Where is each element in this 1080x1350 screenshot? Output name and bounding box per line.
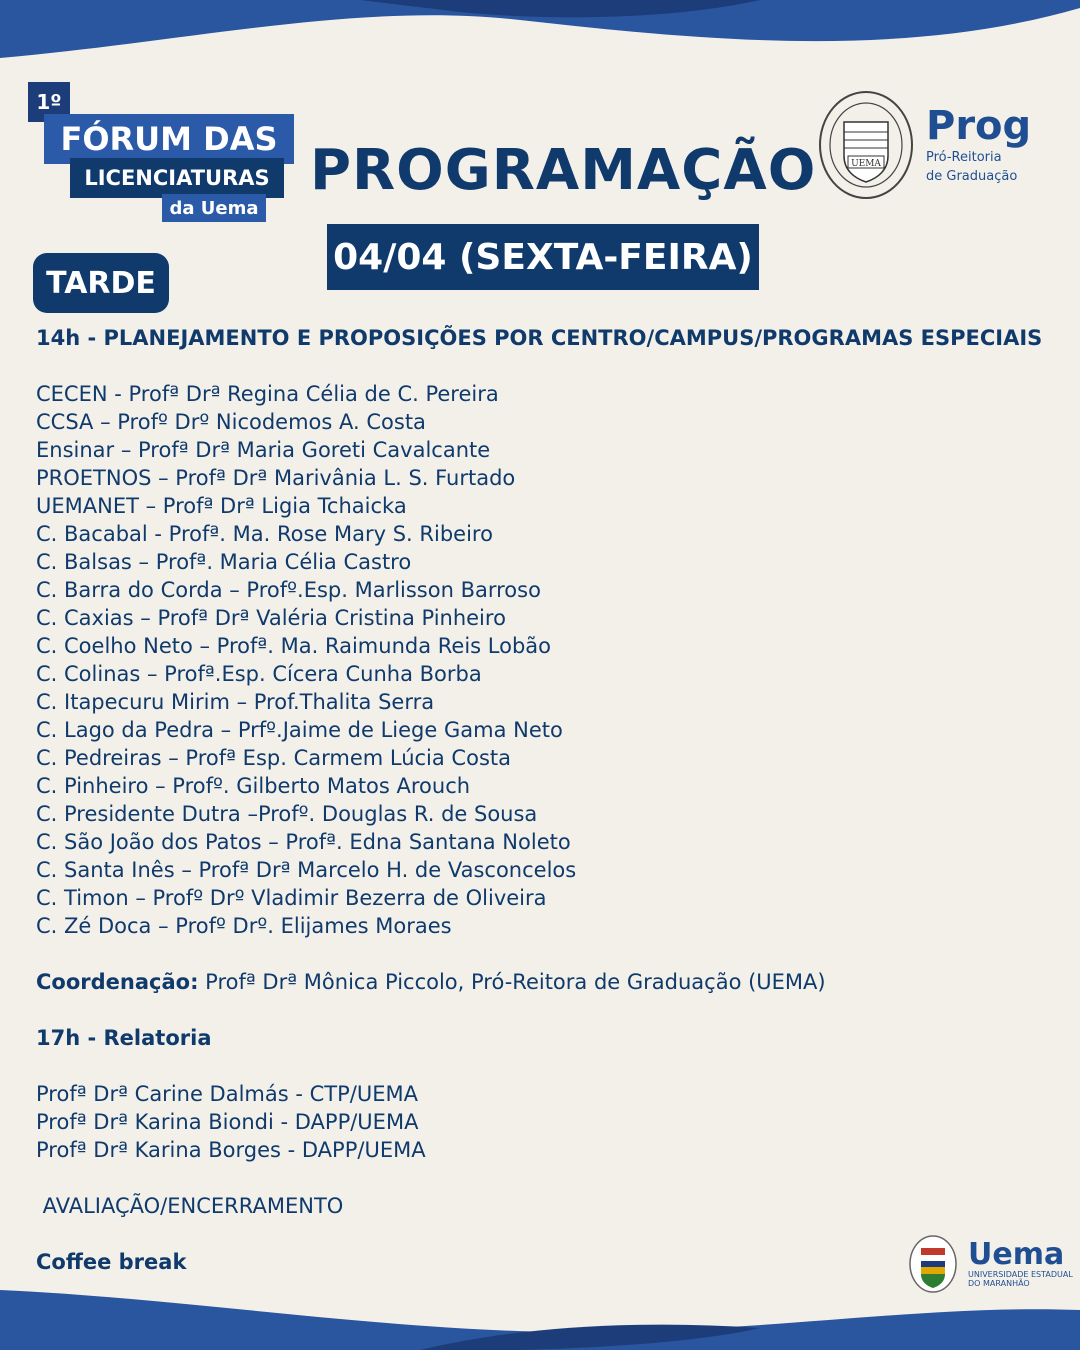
svg-text:UEMA: UEMA xyxy=(851,159,881,169)
participant-item: C. Balsas – Profª. Maria Célia Castro xyxy=(36,550,412,574)
participant-item: CECEN - Profª Drª Regina Célia de C. Pereira xyxy=(36,382,499,406)
rapporteur-item: Profª Drª Karina Biondi - DAPP/UEMA xyxy=(36,1110,419,1134)
participant-item: PROETNOS – Profª Drª Marivânia L. S. Furtado xyxy=(36,466,516,490)
date-banner: 04/04 (SEXTA-FEIRA) xyxy=(327,224,759,290)
forum-number: 1º xyxy=(28,82,70,122)
participant-item: CCSA – Profº Drº Nicodemos A. Costa xyxy=(36,410,426,434)
prog-logo xyxy=(926,103,1032,184)
university-seal-icon xyxy=(818,90,914,200)
participant-item: C. Coelho Neto – Profª. Ma. Raimunda Reis Lobão xyxy=(36,634,551,658)
participant-item: C. Pinheiro – Profº. Gilberto Matos Arouch xyxy=(36,774,471,798)
prog-logo-title: Prog xyxy=(926,103,1032,149)
participant-item: C. Bacabal - Profª. Ma. Rose Mary S. Ribeiro xyxy=(36,522,493,546)
coordination-label: Coordenação: xyxy=(36,970,199,994)
participant-item: C. Lago da Pedra – Prfº.Jaime de Liege Gama Neto xyxy=(36,718,563,742)
rapporteur-item: Profª Drª Karina Borges - DAPP/UEMA xyxy=(36,1138,426,1162)
forum-title-line2: LICENCIATURAS xyxy=(70,158,284,198)
session1-heading: 14h - PLANEJAMENTO E PROPOSIÇÕES POR CENTRO/CAMPUS/PROGRAMAS ESPECIAIS xyxy=(36,326,1043,350)
participants-list xyxy=(36,380,1056,940)
participant-item: C. Timon – Profº Drº Vladimir Bezerra de Oliveira xyxy=(36,886,547,910)
schedule-content xyxy=(36,324,1056,1276)
uema-logo-line1: UNIVERSIDADE ESTADUAL xyxy=(968,1270,1073,1279)
forum-title-line1: FÓRUM DAS xyxy=(44,114,294,164)
coordination-value: Profª Drª Mônica Piccolo, Pró-Reitora de Graduação (UEMA) xyxy=(198,970,826,994)
coordination-line xyxy=(36,968,1056,996)
participant-item: C. Itapecuru Mirim – Prof.Thalita Serra xyxy=(36,690,435,714)
participant-item: UEMANET – Profª Drª Ligia Tchaicka xyxy=(36,494,407,518)
participant-item: C. Colinas – Profª.Esp. Cícera Cunha Borba xyxy=(36,662,482,686)
participant-item: C. Barra do Corda – Profº.Esp. Marlisson Barroso xyxy=(36,578,541,602)
participant-item: C. Zé Doca – Profº Drº. Elijames Moraes xyxy=(36,914,452,938)
forum-title-line3: da Uema xyxy=(162,194,266,222)
session2-heading: 17h - Relatoria xyxy=(36,1026,212,1050)
participant-item: C. Caxias – Profª Drª Valéria Cristina Pinheiro xyxy=(36,606,506,630)
participant-item: C. Pedreiras – Profª Esp. Carmem Lúcia Costa xyxy=(36,746,511,770)
closing-line: AVALIAÇÃO/ENCERRAMENTO xyxy=(36,1194,344,1218)
prog-logo-subtitle-1: Pró-Reitoria xyxy=(926,150,1002,165)
rapporteur-item: Profª Drª Carine Dalmás - CTP/UEMA xyxy=(36,1082,418,1106)
participant-item: C. Presidente Dutra –Profº. Douglas R. de Sousa xyxy=(36,802,538,826)
top-wave-decoration xyxy=(0,0,1080,70)
rapporteurs-list xyxy=(36,1080,1056,1164)
period-badge: TARDE xyxy=(33,253,169,313)
participant-item: C. São João dos Patos – Profª. Edna Santana Noleto xyxy=(36,830,571,854)
coffee-break-line: Coffee break xyxy=(36,1250,187,1274)
uema-seal-icon xyxy=(908,1234,958,1294)
participant-item: Ensinar – Profª Drª Maria Goreti Cavalcante xyxy=(36,438,491,462)
prog-logo-subtitle-2: de Graduação xyxy=(926,169,1018,184)
page-title: PROGRAMAÇÃO xyxy=(310,138,817,203)
participant-item: C. Santa Inês – Profª Drª Marcelo H. de Vasconcelos xyxy=(36,858,577,882)
bottom-wave-decoration xyxy=(0,1290,1080,1350)
uema-logo-line2: DO MARANHÃO xyxy=(968,1279,1030,1288)
uema-logo-name: Uema xyxy=(968,1237,1065,1272)
